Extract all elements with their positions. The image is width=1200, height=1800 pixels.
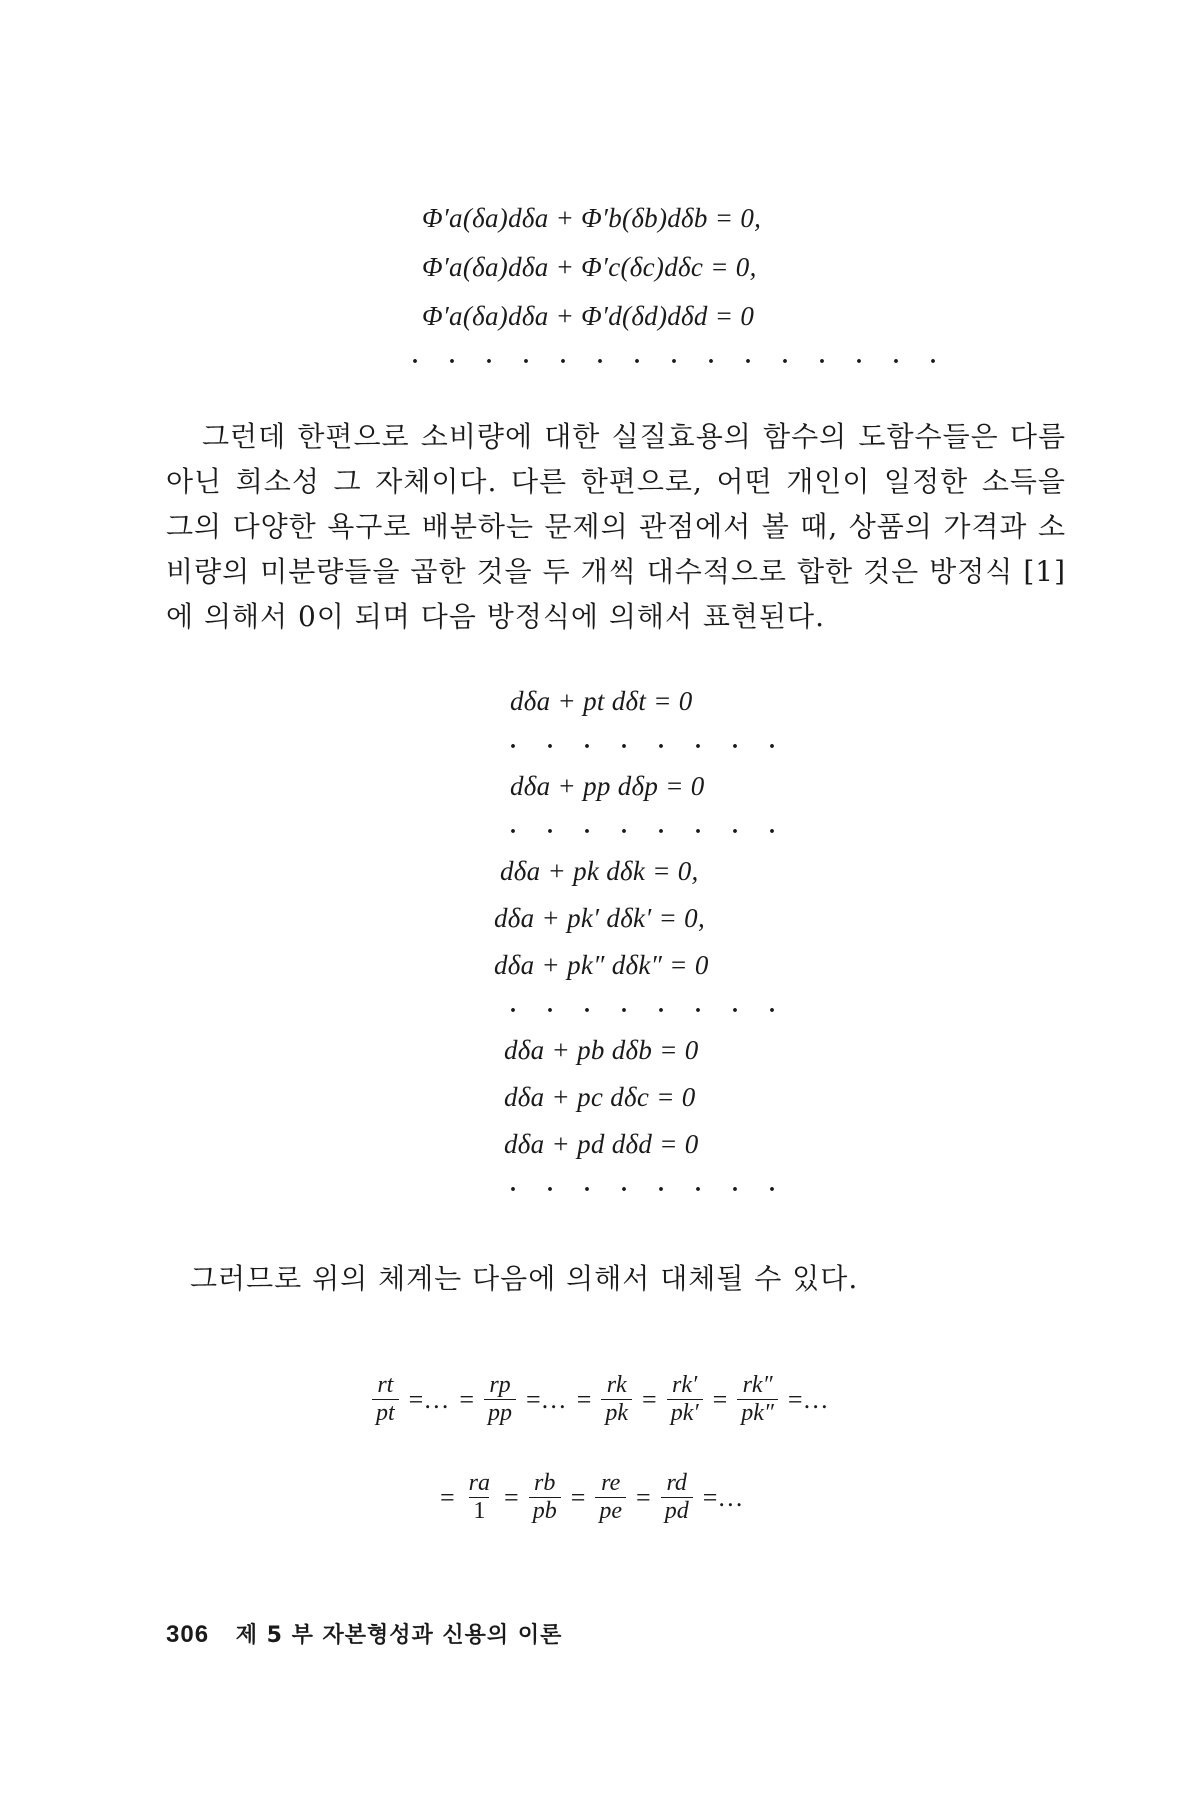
- fraction: [465, 1470, 494, 1525]
- fraction: [661, 1470, 693, 1525]
- denominator: 1: [469, 1497, 489, 1525]
- numerator: rt: [377, 1372, 394, 1398]
- equation-line-c: dδa + pc dδc = 0: [504, 1082, 696, 1112]
- paragraph-text: 그런데 한편으로 소비량에 대한 실질효용의 함수의 도함수들은 다름 아닌 희소성 그 자체이다. 다른 한편으로, 어떤 개인이 일정한 소득을 그의 다양한 욕구로 배분하는 문제의 관점에서 볼 때, 상품의 가격과 소비량의 미분량들을 곱한 것을 두 개씩 대수적으로 합한 것은 방정식 [1]에 의해서 0이 되며 다음 방정식에 의해서 표현된다.: [166, 420, 1066, 633]
- equals-operator: =: [440, 1482, 455, 1512]
- denominator: pk: [601, 1399, 632, 1427]
- equation-line-p: dδa + pp dδp = 0: [510, 771, 705, 801]
- body-paragraph: [166, 414, 1066, 639]
- ellipsis-dots: . . . . . . . . . . . . . . .: [412, 343, 949, 369]
- fraction: [601, 1372, 632, 1427]
- numerator: rd: [666, 1470, 687, 1496]
- ellipsis-operator: =…: [702, 1482, 744, 1512]
- equation-line: Φ′a(δa)dδa + Φ′d(δd)dδd = 0: [422, 301, 755, 331]
- ellipsis-dots: . . . . . . . .: [510, 728, 788, 754]
- fraction: [595, 1470, 626, 1525]
- equation-line-d: dδa + pd dδd = 0: [504, 1129, 699, 1159]
- ellipsis-dots: . . . . . . . .: [510, 1171, 788, 1197]
- equation-line-b: dδa + pb dδb = 0: [504, 1035, 699, 1065]
- body-paragraph: [190, 1256, 1090, 1301]
- ellipsis-dots: . . . . . . . .: [510, 992, 788, 1018]
- numerator: re: [601, 1470, 621, 1496]
- page-number: 306: [166, 1621, 210, 1648]
- equation-line-t: dδa + pt dδt = 0: [510, 686, 693, 716]
- equals-operator: =: [576, 1384, 592, 1414]
- equation-line-k-double-prime: dδa + pk″ dδk″ = 0: [494, 950, 709, 980]
- equals-operator: =: [459, 1384, 475, 1414]
- ratio-equation-row-2: [438, 1470, 745, 1525]
- numerator: rk: [606, 1372, 627, 1398]
- denominator: pb: [529, 1497, 561, 1525]
- numerator: rk″: [742, 1372, 773, 1398]
- equals-operator: =: [504, 1482, 519, 1512]
- page-footer: [166, 1618, 562, 1649]
- denominator: pt: [372, 1399, 399, 1427]
- ellipsis-operator: =…: [408, 1384, 450, 1414]
- paragraph-text: 그러므로 위의 체계는 다음에 의해서 대체될 수 있다.: [190, 1262, 859, 1295]
- numerator: rb: [534, 1470, 556, 1496]
- numerator: ra: [468, 1470, 491, 1496]
- denominator: pk′: [667, 1399, 703, 1427]
- fraction: [529, 1470, 561, 1525]
- fraction: [484, 1372, 516, 1427]
- equals-operator: =: [636, 1482, 651, 1512]
- fraction: [667, 1372, 703, 1427]
- ratio-equation-row-1: [370, 1372, 831, 1427]
- denominator: pd: [661, 1497, 693, 1525]
- numerator: rk′: [672, 1372, 698, 1398]
- ellipsis-operator: =…: [526, 1384, 567, 1414]
- denominator: pp: [484, 1399, 516, 1427]
- equals-operator: =: [712, 1384, 728, 1414]
- equation-line-k-prime: dδa + pk′ dδk′ = 0,: [494, 903, 706, 933]
- fraction: [372, 1372, 399, 1427]
- fraction: [737, 1372, 778, 1427]
- equation-line: Φ′a(δa)dδa + Φ′c(δc)dδc = 0,: [422, 252, 757, 282]
- section-title: 제 5 부 자본형성과 신용의 이론: [235, 1623, 563, 1648]
- equation-line: Φ′a(δa)dδa + Φ′b(δb)dδb = 0,: [422, 203, 762, 233]
- denominator: pk″: [737, 1399, 778, 1427]
- equals-operator: =: [642, 1384, 657, 1414]
- equals-operator: =: [570, 1482, 586, 1512]
- ellipsis-dots: . . . . . . . .: [510, 813, 788, 839]
- ellipsis-operator: =…: [787, 1384, 829, 1414]
- equation-line-k: dδa + pk dδk = 0,: [500, 856, 699, 886]
- denominator: pe: [595, 1497, 626, 1525]
- top-equation-block: [412, 203, 949, 369]
- middle-equation-block: [490, 688, 788, 1196]
- numerator: rp: [489, 1372, 511, 1398]
